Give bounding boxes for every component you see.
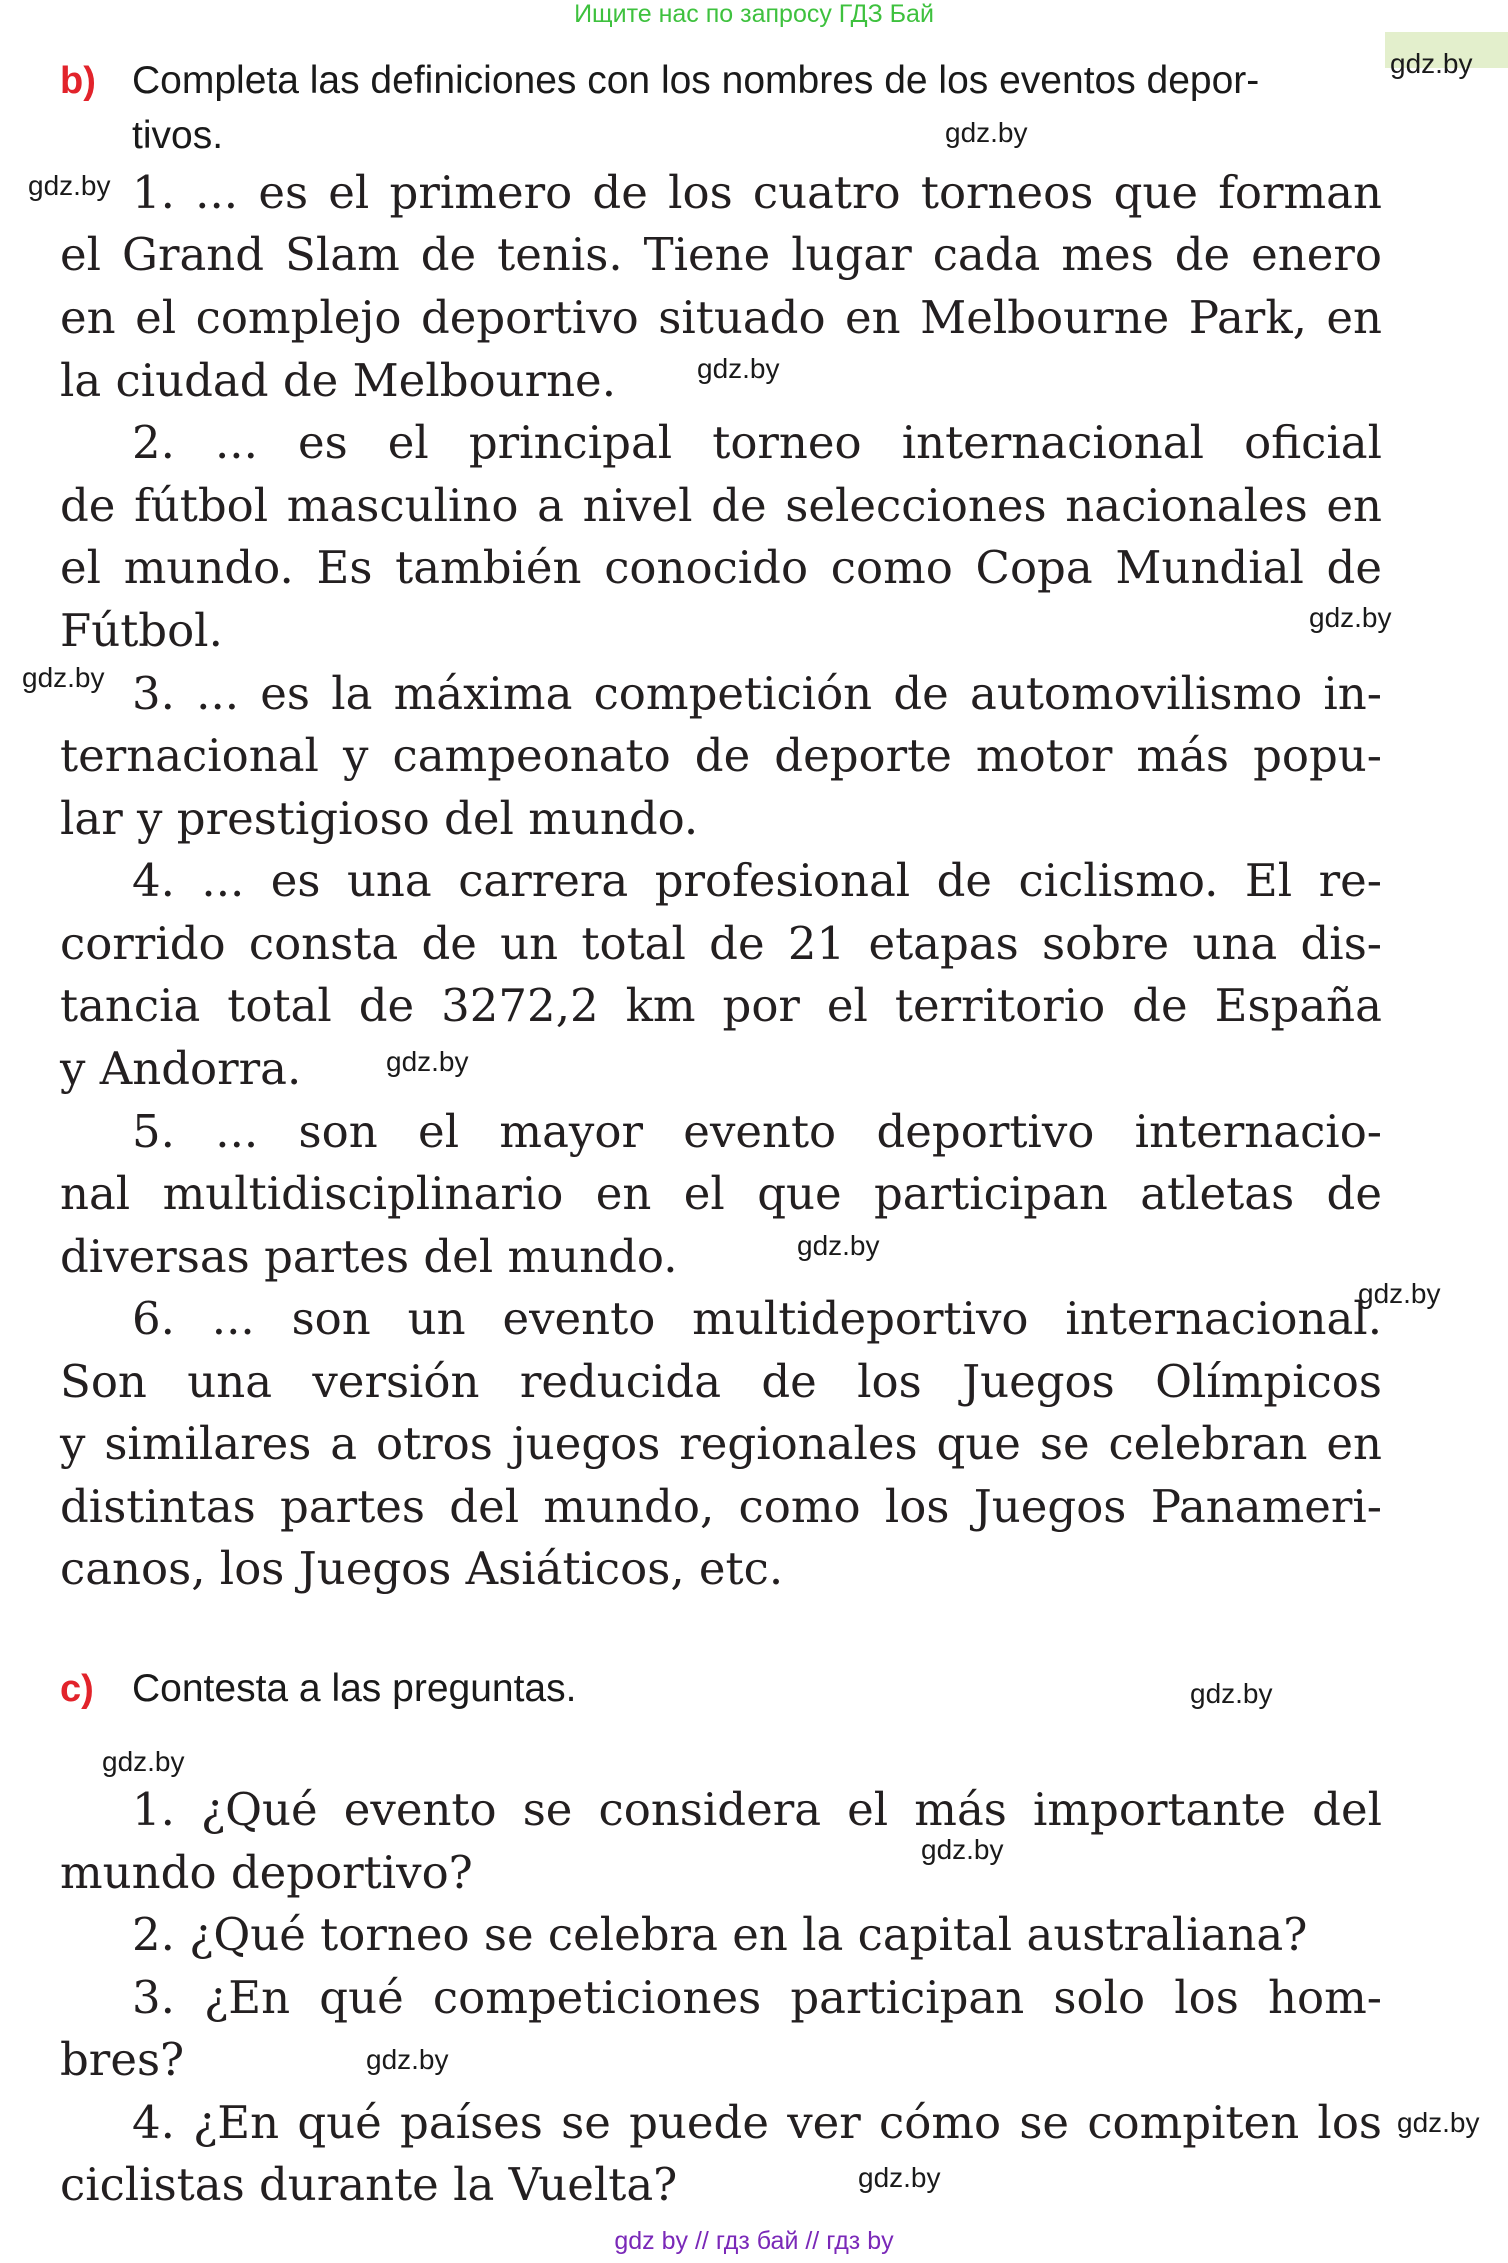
definition-line: 2. ... es el principal torneo internacional oficial (132, 416, 1382, 469)
definition-line: diversas partes del mundo. (60, 1230, 678, 1283)
question-line: bres? (60, 2033, 185, 2086)
definition-line: en el complejo deportivo situado en Melbourne Park, en (60, 291, 1382, 344)
section-b-label: b) (60, 60, 96, 102)
watermark: gdz.by (945, 117, 1028, 148)
definition-line: lar y prestigioso del mundo. (60, 792, 699, 845)
section-b-instruction: Completa las definiciones con los nombres de los eventos depor- (132, 59, 1260, 102)
definition-line: 1. ... es el primero de los cuatro torneos que forman (132, 166, 1382, 219)
definition-line: nal multidisciplinario en el que participan atletas de (60, 1167, 1382, 1220)
definition-line: de fútbol masculino a nivel de selecciones nacionales en (60, 479, 1382, 532)
section-c-label: c) (60, 1668, 94, 1710)
definition-line: corrido consta de un total de 21 etapas sobre una dis- (60, 917, 1382, 970)
definition-line: Fútbol. (60, 604, 223, 657)
watermark: gdz.by (858, 2162, 941, 2193)
watermark: gdz.by (102, 1746, 185, 1777)
question-line: ciclistas durante la Vuelta? (60, 2158, 678, 2211)
watermark: gdz.by (921, 1834, 1004, 1865)
question-line: 1. ¿Qué evento se considera el más importante del (132, 1783, 1382, 1836)
definition-line: 3. ... es la máxima competición de automovilismo in- (132, 667, 1382, 720)
watermark: gdz.by (1190, 1678, 1273, 1709)
watermark: gdz.by (697, 353, 780, 384)
definition-line: Son una versión reducida de los Juegos Olímpicos (60, 1355, 1382, 1408)
definition-line: la ciudad de Melbourne. (60, 354, 616, 407)
definition-line: 6. ... son un evento multideportivo internacional. (132, 1292, 1382, 1345)
definition-line: 5. ... son el mayor evento deportivo internacio- (132, 1105, 1382, 1158)
watermark: gdz.by (1358, 1278, 1441, 1309)
definition-line: distintas partes del mundo, como los Juegos Panameri- (60, 1480, 1382, 1533)
bottom-banner[interactable]: gdz by // гдз бай // гдз by (614, 2227, 894, 2255)
watermark: gdz.by (366, 2044, 449, 2075)
watermark: gdz.by (1390, 48, 1473, 79)
watermark: gdz.by (1309, 602, 1392, 633)
top-banner[interactable]: Ищите нас по запросу ГДЗ Бай (574, 0, 934, 28)
definition-line: 4. ... es una carrera profesional de ciclismo. El re- (132, 854, 1382, 907)
definition-line: y similares a otros juegos regionales que se celebran en (60, 1417, 1382, 1470)
question-line: 3. ¿En qué competiciones participan solo los hom- (132, 1971, 1382, 2024)
definition-line: ternacional y campeonato de deporte motor más popu- (60, 729, 1382, 782)
definition-line: canos, los Juegos Asiáticos, etc. (60, 1542, 784, 1595)
watermark: gdz.by (22, 662, 105, 693)
question-line: 4. ¿En qué países se puede ver cómo se compiten los (132, 2096, 1382, 2149)
section-b-instruction: tivos. (132, 114, 224, 157)
definition-line: y Andorra. (60, 1042, 302, 1095)
watermark: gdz.by (28, 170, 111, 201)
question-line: mundo deportivo? (60, 1846, 473, 1899)
definition-line: tancia total de 3272,2 km por el territorio de España (60, 979, 1382, 1032)
watermark: gdz.by (1397, 2107, 1480, 2138)
definition-line: el Grand Slam de tenis. Tiene lugar cada mes de enero (60, 228, 1382, 281)
section-c-instruction: Contesta a las preguntas. (132, 1667, 577, 1710)
watermark: gdz.by (386, 1046, 469, 1077)
watermark: gdz.by (797, 1230, 880, 1261)
definition-line: el mundo. Es también conocido como Copa Mundial de (60, 541, 1382, 594)
question-line: 2. ¿Qué torneo se celebra en la capital australiana? (132, 1908, 1308, 1961)
